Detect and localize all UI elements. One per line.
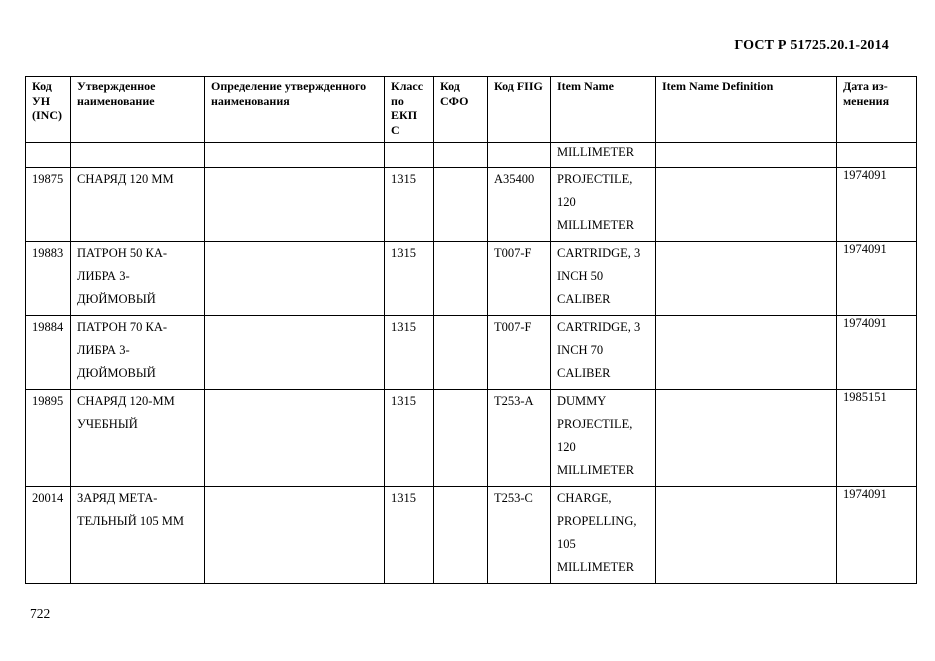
cell-date [837,487,917,584]
cell-class-text: 1315 [391,172,416,186]
cell-fiig-text: T253-A [494,394,534,408]
col-header-definition: Определение утвержденного наименования [205,77,385,143]
cell-sfo [434,487,488,584]
cell-code-text: 20014 [32,491,64,505]
cell-class-text: 1315 [391,394,416,408]
col-header-date: Дата из-менения [837,77,917,143]
table-row [26,390,917,487]
cell-fiig-text: T253-C [494,491,533,505]
cell-date-text: 1985151 [843,390,887,404]
cell-sfo [434,143,488,168]
col-header-item-name-definition: Item Name Definition [656,77,837,143]
col-header-fiig: Код FIIG [488,77,551,143]
cell-date-text: 1974091 [843,316,887,330]
page-number: 722 [30,606,51,621]
cell-date [837,168,917,242]
cell-fiig [488,242,551,316]
cell-code-text: 19895 [32,394,64,408]
cell-fiig [488,487,551,584]
cell-name-text: СНАРЯД 120-ММ УЧЕБНЫЙ [77,394,175,431]
catalog-table [25,76,917,584]
cell-item-name-text: CARTRIDGE, 3 INCH 50 CALIBER [557,246,641,306]
table-row [26,487,917,584]
document-standard-number: ГОСТ Р 51725.20.1-2014 [734,38,889,53]
cell-name [71,143,205,168]
cell-item-def [656,316,837,390]
cell-date-text: 1974091 [843,242,887,256]
cell-item-def [656,390,837,487]
cell-code-text: 19884 [32,320,64,334]
table-row [26,168,917,242]
cell-item-name [551,487,656,584]
cell-name [71,487,205,584]
cell-fiig [488,168,551,242]
col-header-name: Утвержденное наименование [71,77,205,143]
cell-fiig [488,316,551,390]
col-header-class: Класс по ЕКП С [385,77,434,143]
table-header-row [26,77,917,143]
col-header-code: Код УН (INC) [26,77,71,143]
cell-class [385,487,434,584]
cell-item-name [551,168,656,242]
cell-item-name [551,316,656,390]
cell-item-def [656,143,837,168]
cell-fiig-text: T007-F [494,246,532,260]
cell-name [71,390,205,487]
cell-definition [205,143,385,168]
cell-class-text: 1315 [391,491,416,505]
cell-code [26,143,71,168]
cell-code [26,316,71,390]
cell-code-text: 19883 [32,246,64,260]
cell-definition [205,242,385,316]
cell-item-name [551,242,656,316]
cell-name [71,242,205,316]
cell-name-text: СНАРЯД 120 ММ [77,172,174,186]
cell-code [26,242,71,316]
cell-name-text: ПАТРОН 50 КА-ЛИБРА 3-ДЮЙМОВЫЙ [77,246,168,306]
cell-date [837,242,917,316]
cell-definition [205,390,385,487]
cell-name-text: ЗАРЯД МЕТА-ТЕЛЬНЫЙ 105 ММ [77,491,184,528]
cell-definition [205,316,385,390]
cell-date [837,143,917,168]
cell-class-text: 1315 [391,320,416,334]
table-row [26,316,917,390]
cell-definition [205,168,385,242]
cell-class [385,316,434,390]
cell-item-name-text: CHARGE, PROPELLING, 105 MILLIMETER [557,491,637,574]
cell-code [26,168,71,242]
cell-sfo [434,242,488,316]
cell-name-text: ПАТРОН 70 КА-ЛИБРА 3-ДЮЙМОВЫЙ [77,320,168,380]
cell-name [71,168,205,242]
cell-sfo [434,390,488,487]
cell-date-text: 1974091 [843,487,887,501]
cell-date [837,316,917,390]
cell-sfo [434,316,488,390]
cell-item-name-text: DUMMY PROJECTILE, 120 MILLIMETER [557,394,635,477]
cell-item-name [551,143,656,168]
cell-class [385,168,434,242]
cell-fiig-text: A35400 [494,172,535,186]
cell-fiig-text: T007-F [494,320,532,334]
cell-date-text: 1974091 [843,168,887,182]
cell-item-def [656,168,837,242]
cell-item-name-text: PROJECTILE, 120 MILLIMETER [557,172,635,232]
cell-item-name-text: MILLIMETER [557,145,635,159]
cell-code [26,390,71,487]
cell-class [385,143,434,168]
cell-item-name [551,390,656,487]
col-header-item-name: Item Name [551,77,656,143]
cell-fiig [488,390,551,487]
cell-date [837,390,917,487]
col-header-sfo: Код СФО [434,77,488,143]
cell-class [385,242,434,316]
cell-item-name-text: CARTRIDGE, 3 INCH 70 CALIBER [557,320,641,380]
cell-code [26,487,71,584]
cell-item-def [656,242,837,316]
cell-name [71,316,205,390]
table-row-continuation [26,143,917,168]
cell-code-text: 19875 [32,172,64,186]
cell-item-def [656,487,837,584]
cell-class [385,390,434,487]
cell-sfo [434,168,488,242]
cell-class-text: 1315 [391,246,416,260]
cell-fiig [488,143,551,168]
table-row [26,242,917,316]
cell-definition [205,487,385,584]
